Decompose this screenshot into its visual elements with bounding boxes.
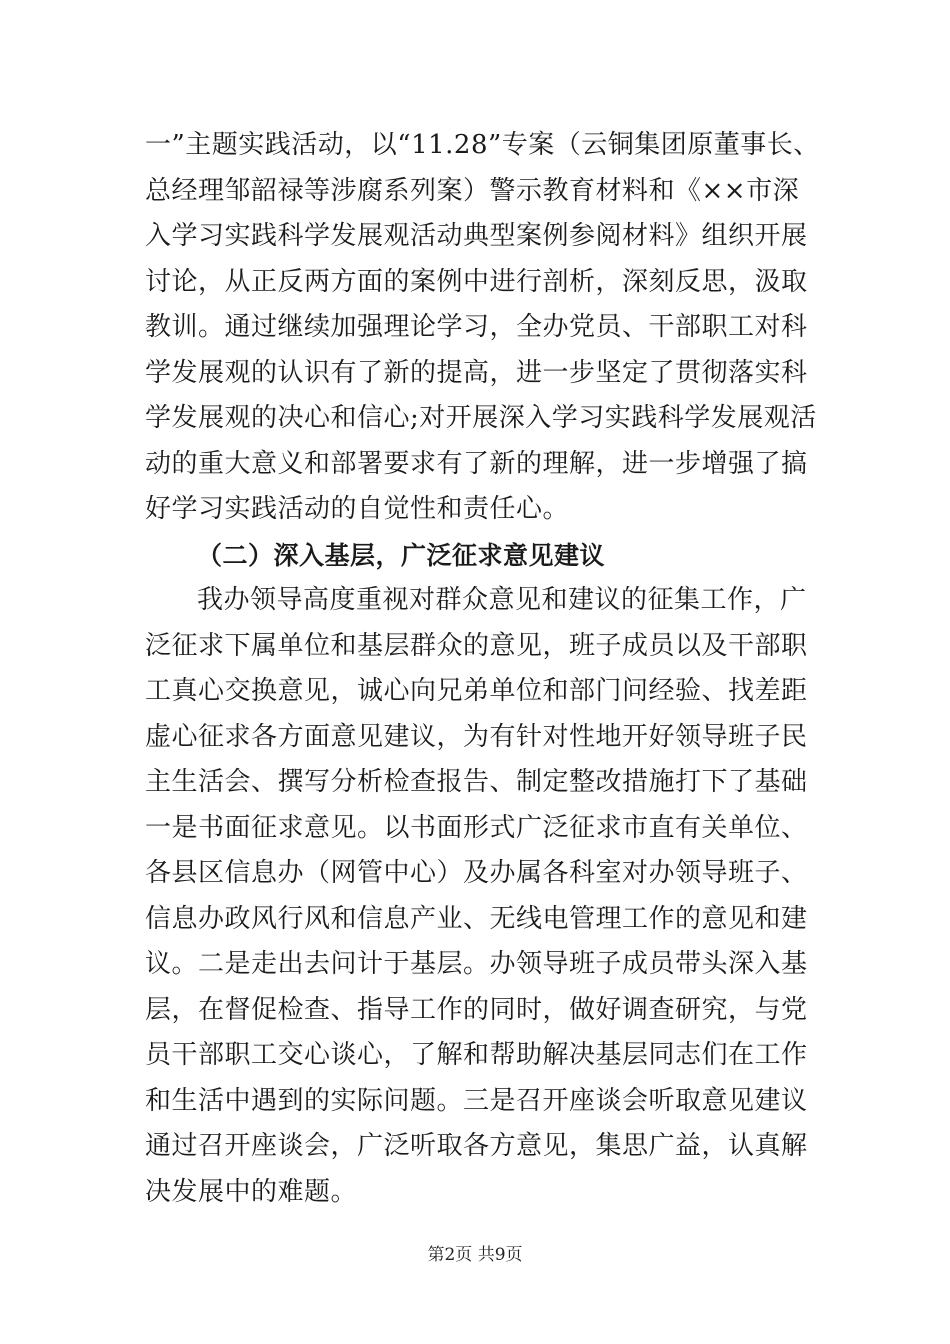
page-number-footer: 第2页 共9页 — [427, 1245, 523, 1265]
paragraph-line: 虚心征求各方面意见建议，为有针对性地开好领导班子民 — [145, 721, 808, 752]
section-heading: （二）深入基层，广泛征求意见建议 — [197, 540, 606, 570]
paragraph-line: 学发展观的认识有了新的提高，进一步坚定了贯彻落实科 — [145, 357, 808, 388]
paragraph-first-line: 我办领导高度重视对群众意见和建议的征集工作，广 — [197, 585, 807, 615]
paragraph-line: 工真心交换意见，诚心向兄弟单位和部门问经验、找差距 — [145, 676, 808, 706]
document-body — [145, 123, 820, 1215]
paragraph-line: 主生活会、撰写分析检查报告、制定整改措施打下了基础 — [145, 767, 808, 797]
paragraph-line: 学发展观的决心和信心;对开展深入学习实践科学发展观活 — [145, 403, 817, 433]
paragraph-line: 入学习实践科学发展观活动典型案例参阅材料》组织开展 — [145, 221, 808, 251]
paragraph-line: 一”主题实践活动，以“11.28”专案（云铜集团原董事长、 — [145, 130, 820, 160]
paragraph-line: 泛征求下属单位和基层群众的意见，班子成员以及干部职 — [145, 630, 808, 661]
paragraph-line: 层，在督促检查、指导工作的同时，做好调查研究，与党 — [145, 994, 808, 1025]
paragraph-line: 议。二是走出去问计于基层。办领导班子成员带头深入基 — [145, 949, 808, 979]
paragraph-line: 好学习实践活动的自觉性和责任心。 — [145, 494, 570, 524]
paragraph-line: 信息办政风行风和信息产业、无线电管理工作的意见和建 — [145, 903, 808, 934]
paragraph-line: 教训。通过继续加强理论学习，全办党员、干部职工对科 — [145, 312, 808, 342]
paragraph-line: 通过召开座谈会，广泛听取各方意见，集思广益，认真解 — [145, 1131, 808, 1161]
paragraph-line: 一是书面征求意见。以书面形式广泛征求市直有关单位、 — [145, 812, 808, 843]
paragraph-line: 和生活中遇到的实际问题。三是召开座谈会听取意见建议 — [145, 1085, 808, 1116]
paragraph-line: 员干部职工交心谈心，了解和帮助解决基层同志们在工作 — [145, 1040, 808, 1070]
paragraph-line: 各县区信息办（网管中心）及办属各科室对办领导班子、 — [145, 858, 808, 888]
paragraph-line: 讨论，从正反两方面的案例中进行剖析，深刻反思，汲取 — [145, 266, 808, 297]
paragraph-line: 总经理邹韶禄等涉腐系列案）警示教育材料和《××市深 — [145, 175, 800, 206]
paragraph-line: 动的重大意义和部署要求有了新的理解，进一步增强了搞 — [145, 448, 808, 479]
paragraph-line: 决发展中的难题。 — [145, 1176, 358, 1207]
